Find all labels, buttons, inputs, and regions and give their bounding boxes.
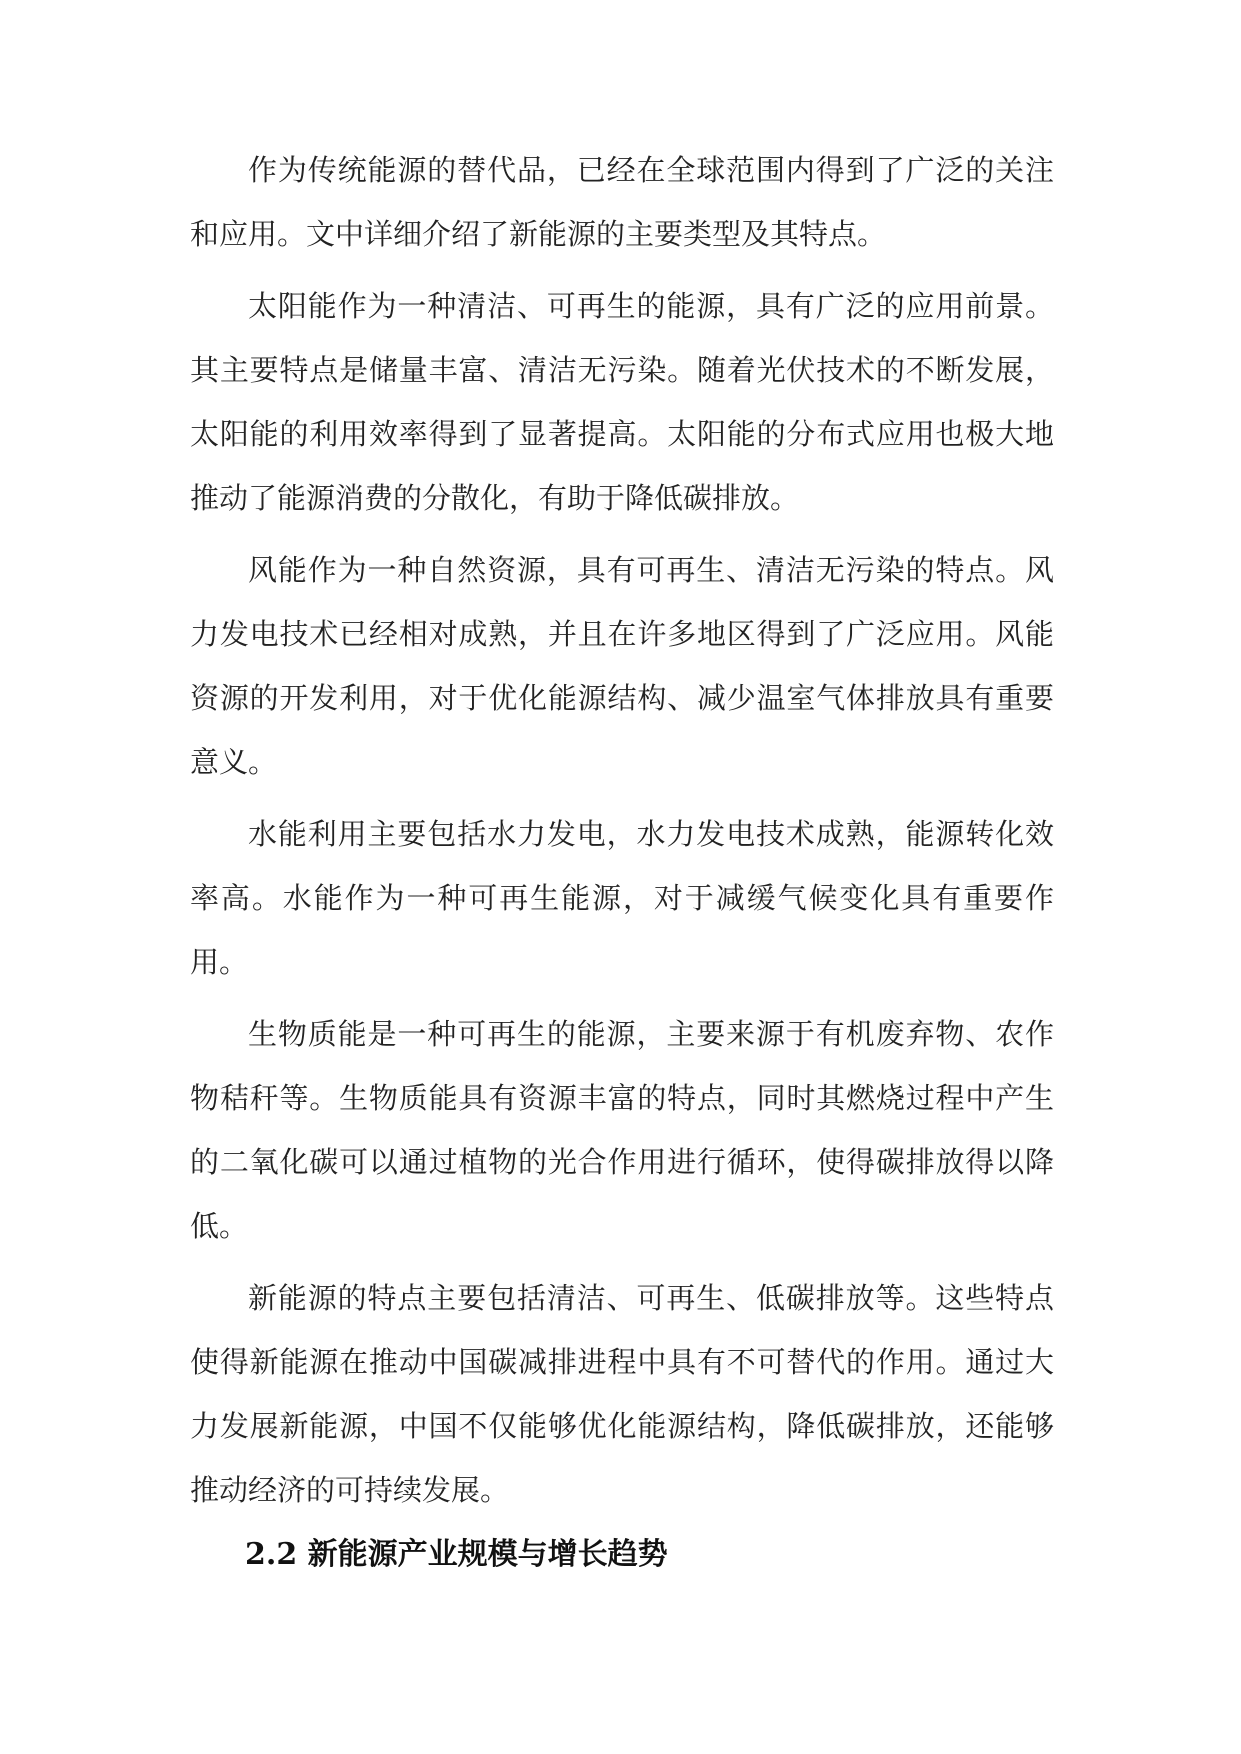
paragraph-wind: 风能作为一种自然资源，具有可再生、清洁无污染的特点。风力发电技术已经相对成熟，并且在许多地区得到了广泛应用。风能资源的开发利用，对于优化能源结构、减少温室气体排放具有重要意义。 [190,553,1054,779]
paragraph-solar: 太阳能作为一种清洁、可再生的能源，具有广泛的应用前景。其主要特点是储量丰富、清洁无污染。随着光伏技术的不断发展，太阳能的利用效率得到了显著提高。太阳能的分布式应用也极大地推动了能源消费的分散化，有助于降低碳排放。 [190,289,1054,515]
body-text [190,138,1054,1530]
section-heading: 2.2 新能源产业规模与增长趋势 [245,1537,668,1572]
paragraph-hydro: 水能利用主要包括水力发电，水力发电技术成熟，能源转化效率高。水能作为一种可再生能源，对于减缓气候变化具有重要作用。 [190,817,1054,979]
paragraph-intro: 作为传统能源的替代品，已经在全球范围内得到了广泛的关注和应用。文中详细介绍了新能源的主要类型及其特点。 [190,153,1054,251]
paragraph-summary: 新能源的特点主要包括清洁、可再生、低碳排放等。这些特点使得新能源在推动中国碳减排进程中具有不可替代的作用。通过大力发展新能源，中国不仅能够优化能源结构，降低碳排放，还能够推动经济的可持续发展。 [190,1281,1054,1507]
paragraph-biomass: 生物质能是一种可再生的能源，主要来源于有机废弃物、农作物秸秆等。生物质能具有资源丰富的特点，同时其燃烧过程中产生的二氧化碳可以通过植物的光合作用进行循环，使得碳排放得以降低。 [190,1017,1054,1243]
